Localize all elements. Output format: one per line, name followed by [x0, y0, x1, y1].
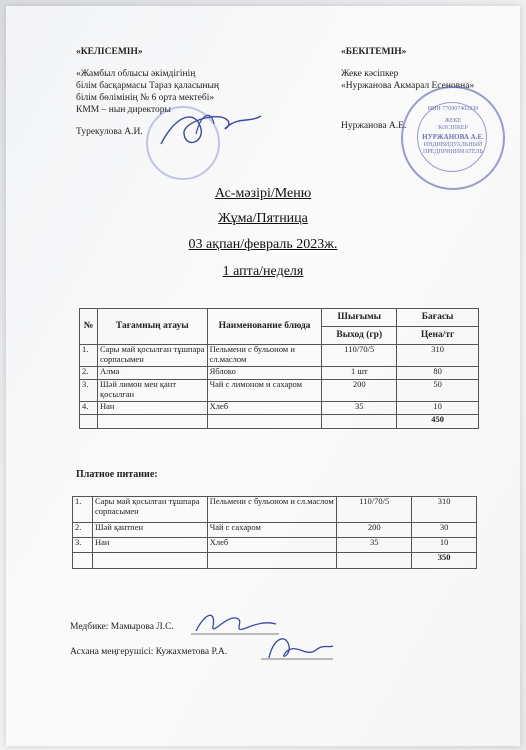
- col-price-ru-header: Цена/тг: [397, 327, 479, 345]
- col-yield-kz-header: Шығымы: [322, 309, 397, 327]
- row-name-ru: Чай с сахаром: [207, 523, 337, 538]
- row-num: 1.: [73, 497, 93, 523]
- row-num: 2.: [80, 367, 98, 380]
- week-title: [6, 264, 520, 280]
- table-row: [80, 402, 479, 415]
- table-row: [80, 380, 479, 402]
- stamp-name: НУРЖАНОВА А.Е.: [422, 133, 484, 141]
- table-row: [73, 538, 477, 553]
- row-yield: 35: [337, 538, 412, 553]
- paid-menu-table: [72, 496, 477, 569]
- row-name-kz: Сары май қосылған тұшпара сорпасымен: [92, 497, 207, 523]
- day-title-text: Жұма/Пятница: [218, 211, 308, 226]
- row-name-kz: Нан: [92, 538, 207, 553]
- table-row: [80, 345, 479, 367]
- week-title-text: 1 апта/неделя: [222, 264, 304, 279]
- chef-signature-line: Асхана меңгерушісі: Кужахметова Р.А.: [70, 647, 228, 657]
- day-title: [6, 211, 520, 227]
- row-name-ru: Пельмени с бульоном и сл.маслом: [207, 345, 322, 367]
- right-header-line1: Жеке кәсіпкер: [341, 69, 399, 79]
- col-price-kz-header: Бағасы: [397, 309, 479, 327]
- row-price: 310: [397, 345, 479, 367]
- right-header-title: «БЕКІТЕМІН»: [341, 47, 407, 57]
- menu-title-text: Ас-мәзірі/Меню: [214, 186, 312, 201]
- total-value: 450: [397, 415, 479, 429]
- entrepreneur-stamp: [401, 86, 505, 190]
- left-header-sign-name: Турекулова А.И.: [76, 127, 143, 137]
- left-header-line1: «Жамбыл облысы әкімдігінің: [76, 69, 196, 79]
- paid-food-label: Платное питание:: [76, 469, 158, 480]
- total-row: [73, 553, 477, 569]
- row-price: 10: [412, 538, 477, 553]
- row-yield: 1 шт: [322, 367, 397, 380]
- row-name-kz: Нан: [97, 402, 207, 415]
- row-price: 30: [412, 523, 477, 538]
- row-yield: 35: [322, 402, 397, 415]
- right-header-sign-name: Нуржанова А.Е.: [341, 121, 407, 131]
- row-num: 1.: [80, 345, 98, 367]
- row-price: 10: [397, 402, 479, 415]
- row-num: 3.: [80, 380, 98, 402]
- row-price: 50: [397, 380, 479, 402]
- menu-title: [6, 186, 520, 202]
- row-name-kz: Шәй лимон мен қант қосылған: [97, 380, 207, 402]
- col-name-ru-header: Наименование блюда: [207, 309, 322, 345]
- row-price: 80: [397, 367, 479, 380]
- stamp-sub2: КӘСІПКЕР: [438, 125, 468, 131]
- total-value: 350: [412, 553, 477, 569]
- menu-table: [79, 308, 479, 429]
- stamp-iin: ИИН 770907402239: [427, 106, 479, 112]
- left-header-line3: білім бөлімінің № 6 орта мектебі»: [76, 93, 215, 103]
- row-yield: 110/70/5: [337, 497, 412, 523]
- date-title-text: 03 ақпан/февраль 2023ж.: [188, 237, 338, 252]
- date-title: [6, 237, 520, 253]
- row-yield: 200: [322, 380, 397, 402]
- document-page: [6, 6, 520, 746]
- row-name-kz: Сары май қосылған тұшпара сорпасымен: [97, 345, 207, 367]
- col-yield-ru-header: Выход (гр): [322, 327, 397, 345]
- table-row: [73, 523, 477, 538]
- row-name-kz: Алма: [97, 367, 207, 380]
- row-yield: 110/70/5: [322, 345, 397, 367]
- table-row: [80, 367, 479, 380]
- row-yield: 200: [337, 523, 412, 538]
- chef-signature: [261, 628, 336, 666]
- stamp-sub3: ИНДИВИДУАЛЬНЫЙ: [423, 142, 483, 148]
- row-num: 2.: [73, 523, 93, 538]
- row-name-ru: Яблоко: [207, 367, 322, 380]
- total-row: [80, 415, 479, 429]
- col-num-header: №: [80, 309, 98, 345]
- row-name-ru: Хлеб: [207, 402, 322, 415]
- school-stamp: [146, 106, 220, 180]
- left-header-line2: білім басқармасы Тараз қаласының: [76, 81, 219, 91]
- table-row: [73, 497, 477, 523]
- right-header-line2: «Нуржанова Акмарал Есеновна»: [341, 81, 475, 91]
- stamp-sub1: ЖЕКЕ: [444, 118, 462, 124]
- row-price: 310: [412, 497, 477, 523]
- row-name-ru: Пельмени с бульоном и сл.маслом: [207, 497, 337, 523]
- row-name-ru: Чай с лимоном и сахаром: [207, 380, 322, 402]
- menu-table-header-row-1: [80, 309, 479, 327]
- row-num: 3.: [73, 538, 93, 553]
- col-name-kz-header: Тағамның атауы: [97, 309, 207, 345]
- stamp-sub4: ПРЕДПРИНИМАТЕЛЬ: [422, 149, 483, 155]
- nurse-signature-line: Медбике: Мамырова Л.С.: [70, 622, 174, 632]
- row-name-kz: Шәй қантпен: [92, 523, 207, 538]
- row-num: 4.: [80, 402, 98, 415]
- left-header-title: «КЕЛІСЕМІН»: [76, 47, 143, 57]
- row-name-ru: Хлеб: [207, 538, 337, 553]
- left-header-line4: КММ – нын директоры: [76, 105, 171, 115]
